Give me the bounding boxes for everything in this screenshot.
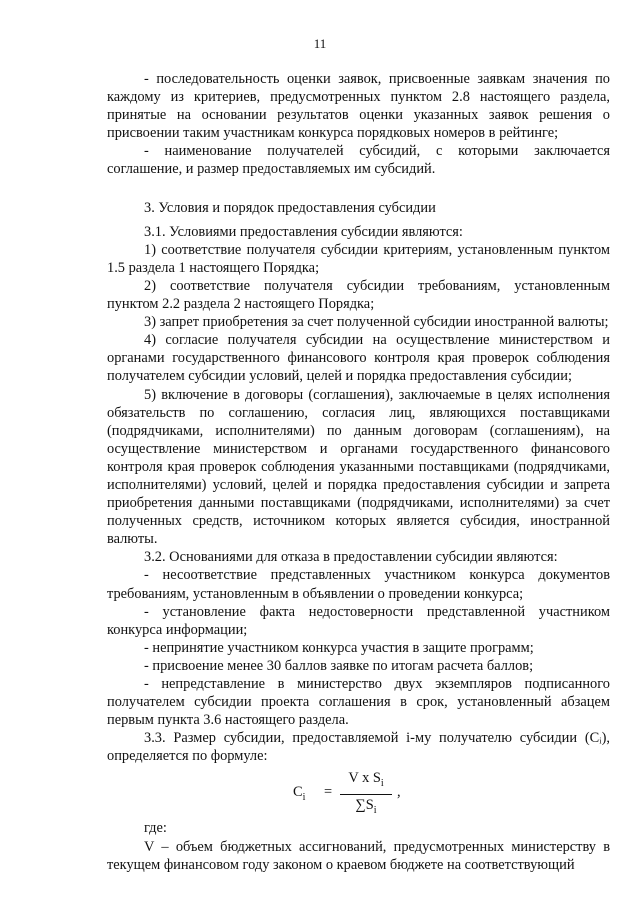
paragraph: - непредставление в министерство двух экземпляров подписанного получателем субсидии проекта соглашения в срок, установленный абзацем первым пункта 3.6 настоящего раздела. xyxy=(107,676,610,729)
paragraph: 3) запрет приобретения за счет полученной субсидии иностранной валюты; xyxy=(144,314,609,331)
subsidy-formula xyxy=(107,769,610,817)
paragraph: - присвоение менее 30 баллов заявке по итогам расчета баллов; xyxy=(144,657,534,674)
paragraph: - несоответствие представленных участником конкурса документов требованиям, установленным в объявлении о проведении конкурса; xyxy=(107,567,610,602)
paragraph: 2) соответствие получателя субсидии требованиям, установленным пунктом 2.2 раздела 2 настоящего Порядка; xyxy=(107,277,610,313)
paragraph: - наименование получателей субсидий, с которыми заключается соглашение, и размер предоставляемых им субсидий. xyxy=(107,143,610,178)
paragraph: - непринятие участником конкурса участия в защите программ; xyxy=(144,639,534,656)
paragraph: - последовательность оценки заявок, присвоенные заявкам значения по каждому из критериев, предусмотренных пунктом 2.8 настоящего раздела, принятые на основании результатов оценки указанных заявок решения о присвоении таким участникам конкурса порядковых номеров в рейтинге; xyxy=(107,71,610,142)
paragraph: 3.1. Условиями предоставления субсидии являются: xyxy=(144,223,463,240)
formula-lhs: $C_i$ xyxy=(293,784,306,804)
paragraph: 1) соответствие получателя субсидии критериям, установленным пунктом 1.5 раздела 1 настоящего Порядка; xyxy=(107,241,610,276)
formula-equals: = xyxy=(324,784,333,801)
formula-denominator: $\sum S_i$ xyxy=(355,797,377,817)
paragraph: 3.3. Размер субсидии, предоставляемой i-му получателю субсидии (Cᵢ), определяется по формуле: xyxy=(107,730,610,765)
section-heading: 3. Условия и порядок предоставления субсидии xyxy=(144,199,436,216)
formula-numerator: V x $S_i$ xyxy=(340,769,392,795)
formula-comma: , xyxy=(397,784,401,801)
spacer xyxy=(107,179,610,199)
paragraph: 4) согласие получателя субсидии на осуществление министерством и органами государственного финансового контроля края проверок соблюдения получателем субсидии условий, целей и порядка предоставления субсидии; xyxy=(107,332,610,385)
paragraph: 5) включение в договоры (соглашения), заключаемые в целях исполнения обязательств по соглашению, согласия лиц, являющихся поставщиками (подрядчиками, исполнителями) по данным договорам (соглашениям), на осуществление министерством и органами государственного финансового контроля края проверок соблюдения указанными поставщиками (подрядчиками, исполнителями) условий, целей и порядка предоставления субсидии и запрета приобретения данными поставщиками (подрядчиками, исполнителями) за счет полученных средств, источником которых является субсидия, иностранной валюты. xyxy=(107,386,610,548)
paragraph: 3.2. Основаниями для отказа в предоставлении субсидии являются: xyxy=(144,549,558,566)
document-body xyxy=(107,70,610,874)
page-number: 11 xyxy=(313,36,327,51)
paragraph: V – объем бюджетных ассигнований, предусмотренных министерству в текущем финансовом году законом о краевом бюджете на соответствующий xyxy=(107,838,610,873)
formula-fraction xyxy=(340,769,392,820)
paragraph: - установление факта недостоверности представленной участником конкурса информации; xyxy=(107,603,610,638)
paragraph: где: xyxy=(144,820,167,837)
